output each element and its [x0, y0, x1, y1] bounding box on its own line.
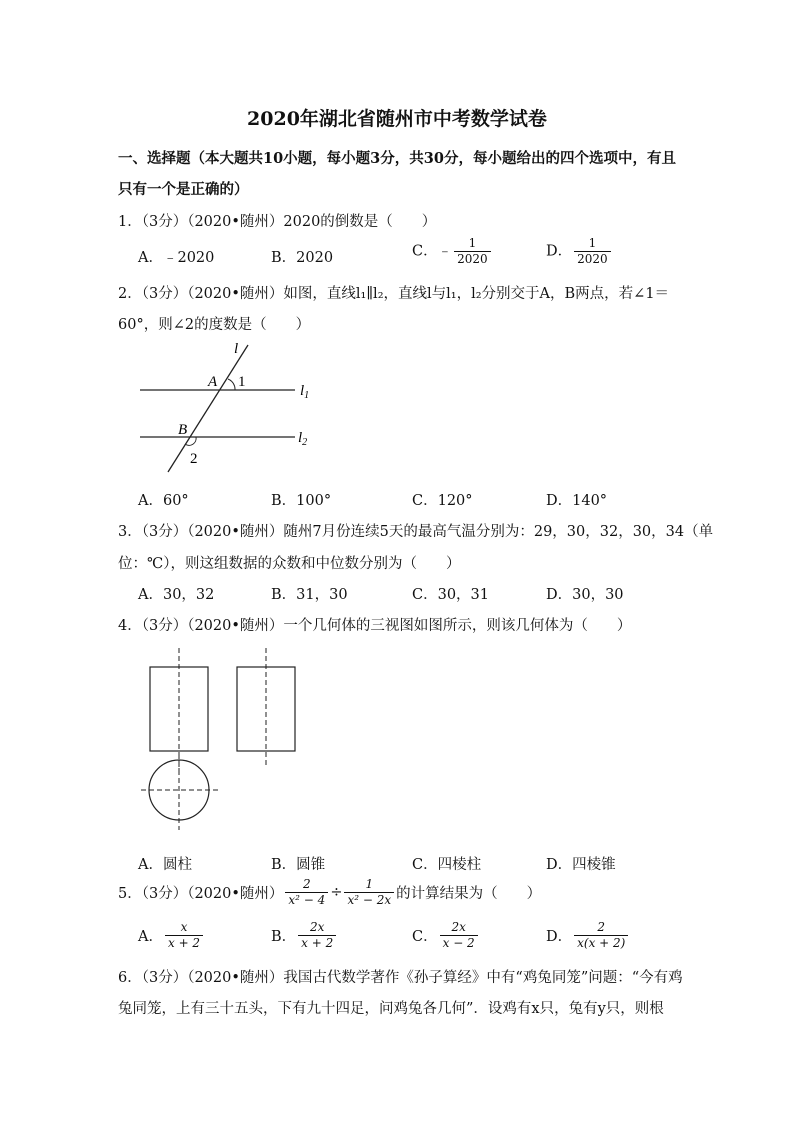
- fraction-denominator: x² − 4: [285, 892, 328, 908]
- q3-option-c: C．30，31: [412, 587, 489, 603]
- parallel-lines-figure: [130, 340, 330, 475]
- fraction-numerator: 2: [597, 920, 606, 934]
- angle-1-arc: [228, 379, 235, 390]
- q1-option-c: [412, 236, 493, 267]
- label-l2-sub: 2: [302, 437, 308, 448]
- q1-option-d: [546, 236, 613, 267]
- fraction-denominator: x² − 2x: [344, 892, 394, 908]
- fraction-denominator: x + 2: [298, 935, 336, 951]
- q5-stem-prefix: 5．（3分）（2020•随州）: [118, 886, 284, 902]
- q4-stem: 4．（3分）（2020•随州）一个几何体的三视图如图所示，则该几何体为（ ）: [118, 618, 632, 634]
- q1-option-d-fraction: [574, 236, 611, 267]
- transversal-line-l: [168, 345, 248, 472]
- fraction-denominator: x(x + 2): [574, 935, 628, 951]
- q5-option-a-fraction: [165, 920, 203, 951]
- q5-option-b-prefix: B．: [271, 929, 297, 945]
- q1-option-a: A．﹣2020: [138, 250, 215, 266]
- q5-fraction-2: [344, 877, 394, 908]
- label-l: l: [234, 341, 239, 357]
- q5-option-d: [546, 920, 630, 951]
- q4-option-b: B．圆锥: [271, 857, 326, 873]
- q5-option-b-fraction: [298, 920, 336, 951]
- three-views-figure: [135, 640, 310, 840]
- fraction-numerator: 2x: [451, 920, 466, 934]
- page-title: 2020年湖北省随州市中考数学试卷: [247, 108, 547, 130]
- q3-stem-line2: 位：℃），则这组数据的众数和中位数分别为（ ）: [118, 556, 461, 572]
- fraction-numerator: 1: [365, 877, 374, 891]
- label-l1-main: l: [300, 383, 305, 399]
- label-angle-1: 1: [238, 374, 246, 390]
- q5-option-a-prefix: A．: [138, 929, 163, 945]
- fraction-numerator: 2: [303, 877, 311, 891]
- q2-option-c: C．120°: [412, 493, 473, 509]
- q5-option-d-fraction: [574, 920, 628, 951]
- q4-option-d: D．四棱锥: [546, 857, 616, 873]
- fraction-numerator: 1: [468, 236, 477, 250]
- fraction-denominator: x + 2: [165, 935, 203, 951]
- q5-divide-sign: ÷: [330, 884, 343, 901]
- q3-stem-line1: 3．（3分）（2020•随州）随州7月份连续5天的最高气温分别为：29，30，32，30，34（单: [118, 524, 714, 540]
- label-point-b: B: [178, 422, 188, 438]
- q5-stem-suffix: 的计算结果为（ ）: [396, 886, 542, 902]
- q3-option-b: B．31，30: [271, 587, 348, 603]
- q5-fraction-1: [285, 877, 328, 908]
- section-heading-line2: 只有一个是正确的）: [118, 181, 249, 198]
- q2-stem-line2: 60°，则∠2的度数是（ ）: [118, 317, 311, 333]
- fraction-numerator: 2x: [310, 920, 325, 934]
- label-l1: [300, 383, 309, 401]
- section-heading-line1: 一、选择题（本大题共10小题，每小题3分，共30分，每小题给出的四个选项中，有且: [118, 150, 676, 167]
- label-point-a: A: [208, 374, 218, 390]
- q5-stem: [118, 877, 541, 908]
- q2-option-b: B．100°: [271, 493, 332, 509]
- q2-option-a: A．60°: [138, 493, 189, 509]
- fraction-denominator: 2020: [454, 251, 491, 267]
- fraction-denominator: 2020: [574, 251, 611, 267]
- q1-option-c-fraction: [454, 236, 491, 267]
- q5-option-c: [412, 920, 480, 951]
- q5-option-b: [271, 920, 338, 951]
- fraction-numerator: 1: [588, 236, 597, 250]
- q1-option-c-prefix: C．﹣: [412, 243, 453, 260]
- q5-option-a: [138, 920, 205, 951]
- q1-stem: 1．（3分）（2020•随州）2020的倒数是（ ）: [118, 214, 437, 230]
- q1-option-d-prefix: D．: [546, 243, 573, 260]
- q2-option-d: D．140°: [546, 493, 608, 509]
- q2-stem-line1: 2．（3分）（2020•随州）如图，直线l₁∥l₂，直线l与l₁，l₂分别交于A，B两点，若∠1＝: [118, 286, 670, 302]
- fraction-denominator: x − 2: [440, 935, 478, 951]
- q1-option-b: B．2020: [271, 250, 334, 266]
- q4-option-a: A．圆柱: [138, 857, 192, 873]
- q3-option-a: A．30，32: [138, 587, 215, 603]
- q6-stem-line1: 6．（3分）（2020•随州）我国古代数学著作《孙子算经》中有“鸡兔同笼”问题：“今有鸡: [118, 970, 683, 986]
- q5-option-d-prefix: D．: [546, 929, 573, 945]
- label-l2: [298, 430, 307, 448]
- fraction-numerator: x: [180, 920, 188, 934]
- q5-option-c-fraction: [440, 920, 478, 951]
- label-l1-sub: 1: [304, 390, 310, 401]
- label-l2-main: l: [298, 430, 303, 446]
- q3-option-d: D．30，30: [546, 587, 624, 603]
- label-angle-2: 2: [190, 451, 198, 467]
- q5-option-c-prefix: C．: [412, 929, 438, 945]
- q6-stem-line2: 兔同笼，上有三十五头，下有九十四足，问鸡兔各几何”．设鸡有x只，兔有y只，则根: [118, 1001, 664, 1017]
- q4-option-c: C．四棱柱: [412, 857, 482, 873]
